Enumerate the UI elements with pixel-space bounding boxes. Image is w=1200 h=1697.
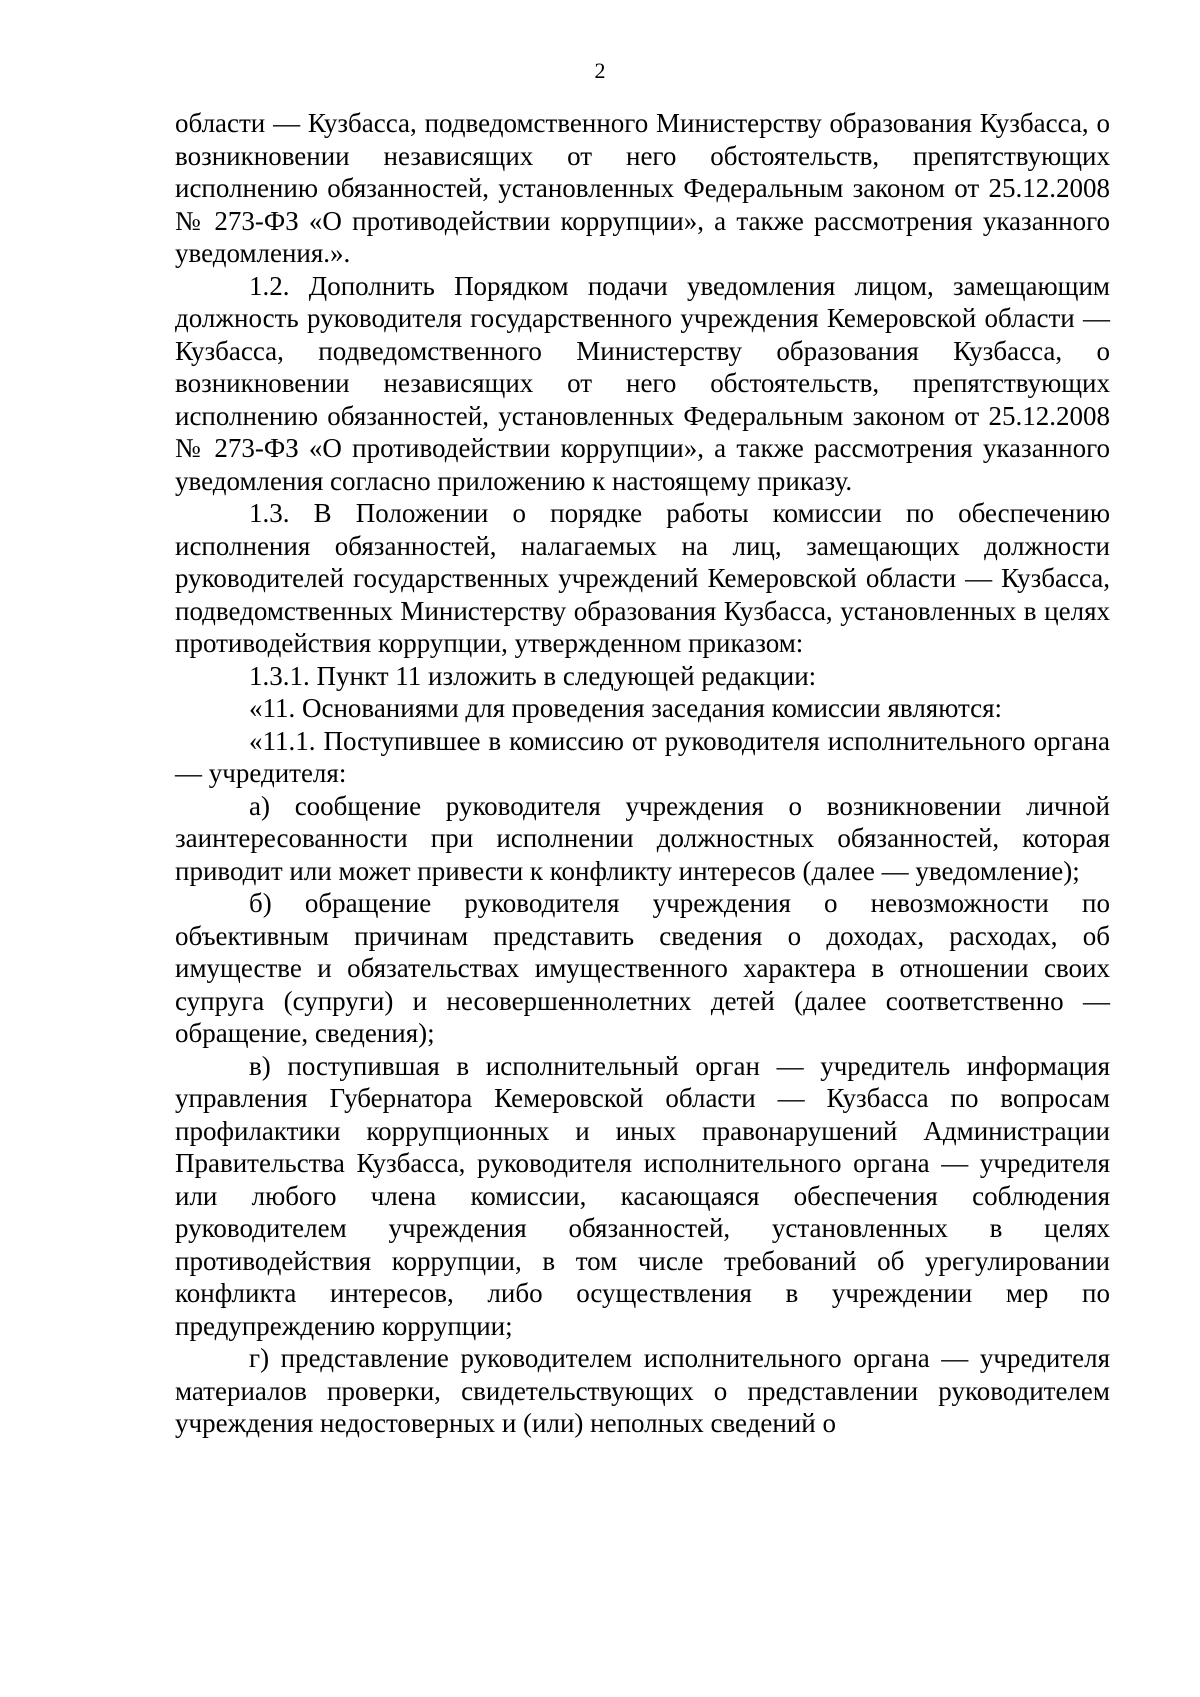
paragraph-11: «11. Основаниями для проведения заседания комиссии являются:	[249, 693, 1003, 723]
paragraph-item-v: в) поступившая в исполнительный орган — учредитель информация управления Губернатора Кемеровской области — Кузбасса по вопросам профилактики коррупционных и иных правонарушений Администрации Правительства Кузбасса, руководителя исполнительного органа — учредителя или любого члена комиссии, касающаяся обеспечения соблюдения руководителем учреждения обязанностей, установленных в целях противодействия коррупции, в том числе требований об урегулировании конфликта интересов, либо осуществления в учреждении мер по предупреждению коррупции;	[175, 1050, 1110, 1341]
paragraph-1-2: 1.2. Дополнить Порядком подачи уведомления лицом, замещающим должность руководителя государственного учреждения Кемеровской области — Кузбасса, подведомственного Министерству образования Кузбасса, о возникновении независящих от него обстоятельств, препятствующих исполнению обязанностей, установленных Федеральным законом от 25.12.2008 № 273-ФЗ «О противодействии коррупции», а также рассмотрения указанного уведомления согласно приложению к настоящему приказу.	[175, 270, 1110, 496]
paragraph-1-3: 1.3. В Положении о порядке работы комиссии по обеспечению исполнения обязанностей, налагаемых на лиц, замещающих должности руководителей государственных учреждений Кемеровской области — Кузбасса, подведомственных Министерству образования Кузбасса, установленных в целях противодействия коррупции, утвержденном приказом:	[175, 498, 1110, 658]
paragraph-continuation: области — Кузбасса, подведомственного Министерству образования Кузбасса, о возникновении независящих от него обстоятельств, препятствующих исполнению обязанностей, установленных Федеральным законом от 25.12.2008 № 273-ФЗ «О противодействии коррупции», а также рассмотрения указанного уведомления.».	[175, 108, 1110, 268]
paragraph-1-3-1: 1.3.1. Пункт 11 изложить в следующей редакции:	[249, 660, 817, 691]
document-body	[175, 107, 1110, 1440]
paragraph-item-b: б) обращение руководителя учреждения о невозможности по объективным причинам представить сведения о доходах, расходах, об имуществе и обязательствах имущественного характера в отношении своих супруга (супруги) и несовершеннолетних детей (далее соответственно — обращение, сведения);	[175, 888, 1110, 1048]
paragraph-item-a: а) сообщение руководителя учреждения о возникновении личной заинтересованности при исполнении должностных обязанностей, которая приводит или может привести к конфликту интересов (далее — уведомление);	[175, 790, 1110, 886]
page-number: 2	[594, 58, 606, 83]
paragraph-11-1: «11.1. Поступившее в комиссию от руководителя исполнительного органа — учредителя:	[175, 725, 1110, 788]
paragraph-item-g: г) представление руководителем исполнительного органа — учредителя материалов проверки, свидетельствующих о представлении руководителем учреждения недостоверных и (или) неполных сведений о	[175, 1343, 1110, 1438]
